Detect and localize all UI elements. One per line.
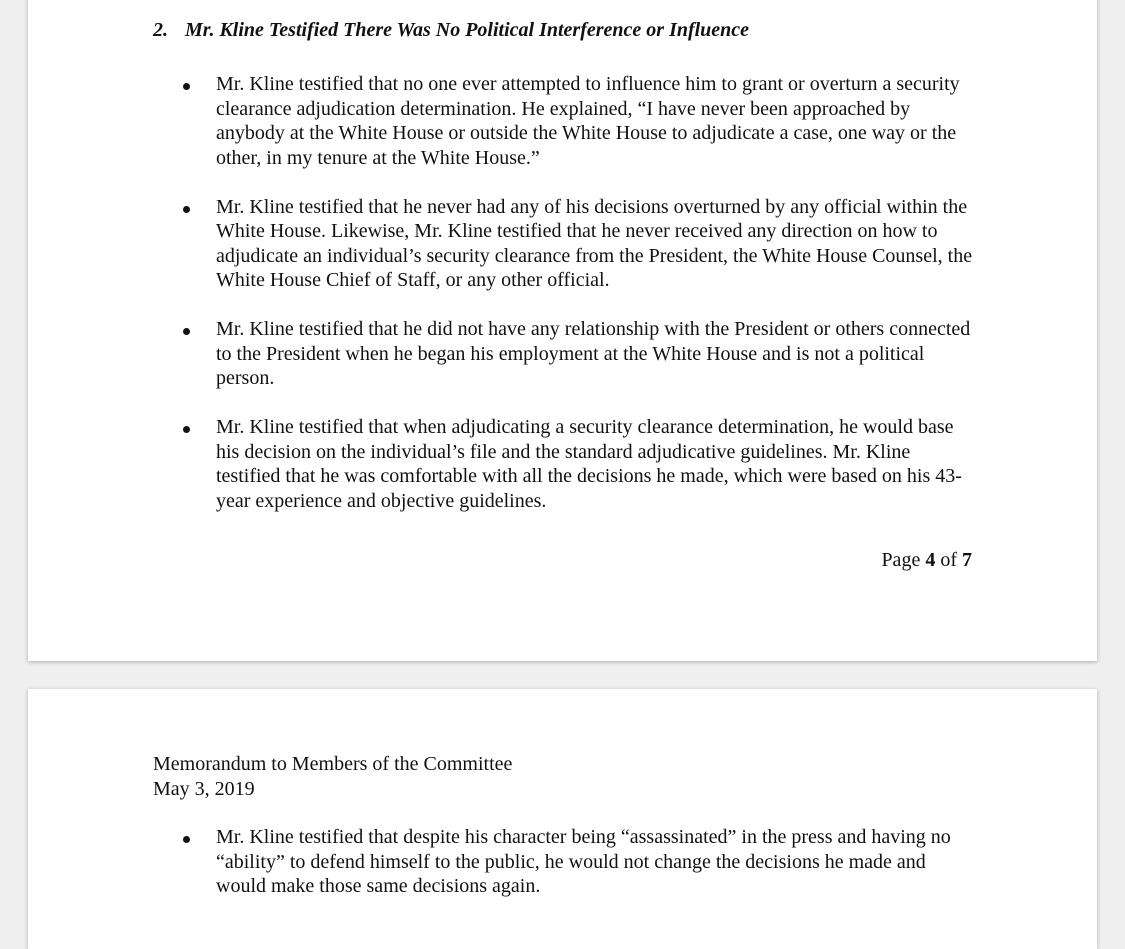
bullet-text: Mr. Kline testified that he never had any of his decisions overturned by any official within the White House. Likewise, Mr. Kline testified that he never received any direction on how to adjudicate an individual’s security clearance from the President, the White House Counsel, the White House Chief of Staff, or any other official.: [216, 195, 973, 291]
bullet-text: Mr. Kline testified that when adjudicating a security clearance determination, he would base his decision on the individual’s file and the standard adjudicative guidelines. Mr. Kline testified that he was comfortable with all the decisions he made, which were based on his 43-year experience and objective guidelines.: [216, 416, 962, 512]
bullet-text: Mr. Kline testified that he did not have any relationship with the President or others connected to the President when he began his employment at the White House and is not a political person.: [216, 318, 971, 389]
memo-title: Memorandum to Members of the Committee: [153, 753, 513, 775]
page-number: [881, 549, 972, 572]
bullet-list: [153, 72, 973, 538]
document-page-4: [28, 0, 1097, 661]
document-page-5: [28, 689, 1097, 949]
bullet-item: [153, 317, 973, 391]
memo-date: May 3, 2019: [153, 777, 255, 800]
bullet-dot-icon: [183, 206, 190, 213]
bullet-item: [153, 825, 973, 899]
section-number: 2.: [153, 19, 168, 41]
section-heading: [153, 19, 749, 42]
memo-header: [153, 752, 512, 801]
of-word: of: [940, 549, 957, 571]
bullet-item: [153, 415, 973, 513]
total-pages: 7: [962, 549, 972, 571]
bullet-item: [153, 195, 973, 293]
bullet-list: [153, 825, 973, 923]
section-title: Mr. Kline Testified There Was No Political Interference or Influence: [185, 19, 750, 41]
bullet-dot-icon: [183, 426, 190, 433]
bullet-dot-icon: [183, 83, 190, 90]
bullet-text: Mr. Kline testified that despite his character being “assassinated” in the press and having no “ability” to defend himself to the public, he would not change the decisions he made and would make those same decisions again.: [216, 826, 951, 897]
bullet-text: Mr. Kline testified that no one ever attempted to influence him to grant or overturn a security clearance adjudication determination. He explained, “I have never been approached by anybody at the White House or outside the White House to adjudicate a case, one way or the other, in my tenure at the White House.”: [216, 73, 960, 169]
bullet-dot-icon: [183, 836, 190, 843]
current-page: 4: [925, 549, 936, 571]
bullet-item: [153, 72, 973, 170]
page-word: Page: [881, 549, 921, 571]
bullet-dot-icon: [183, 328, 190, 335]
